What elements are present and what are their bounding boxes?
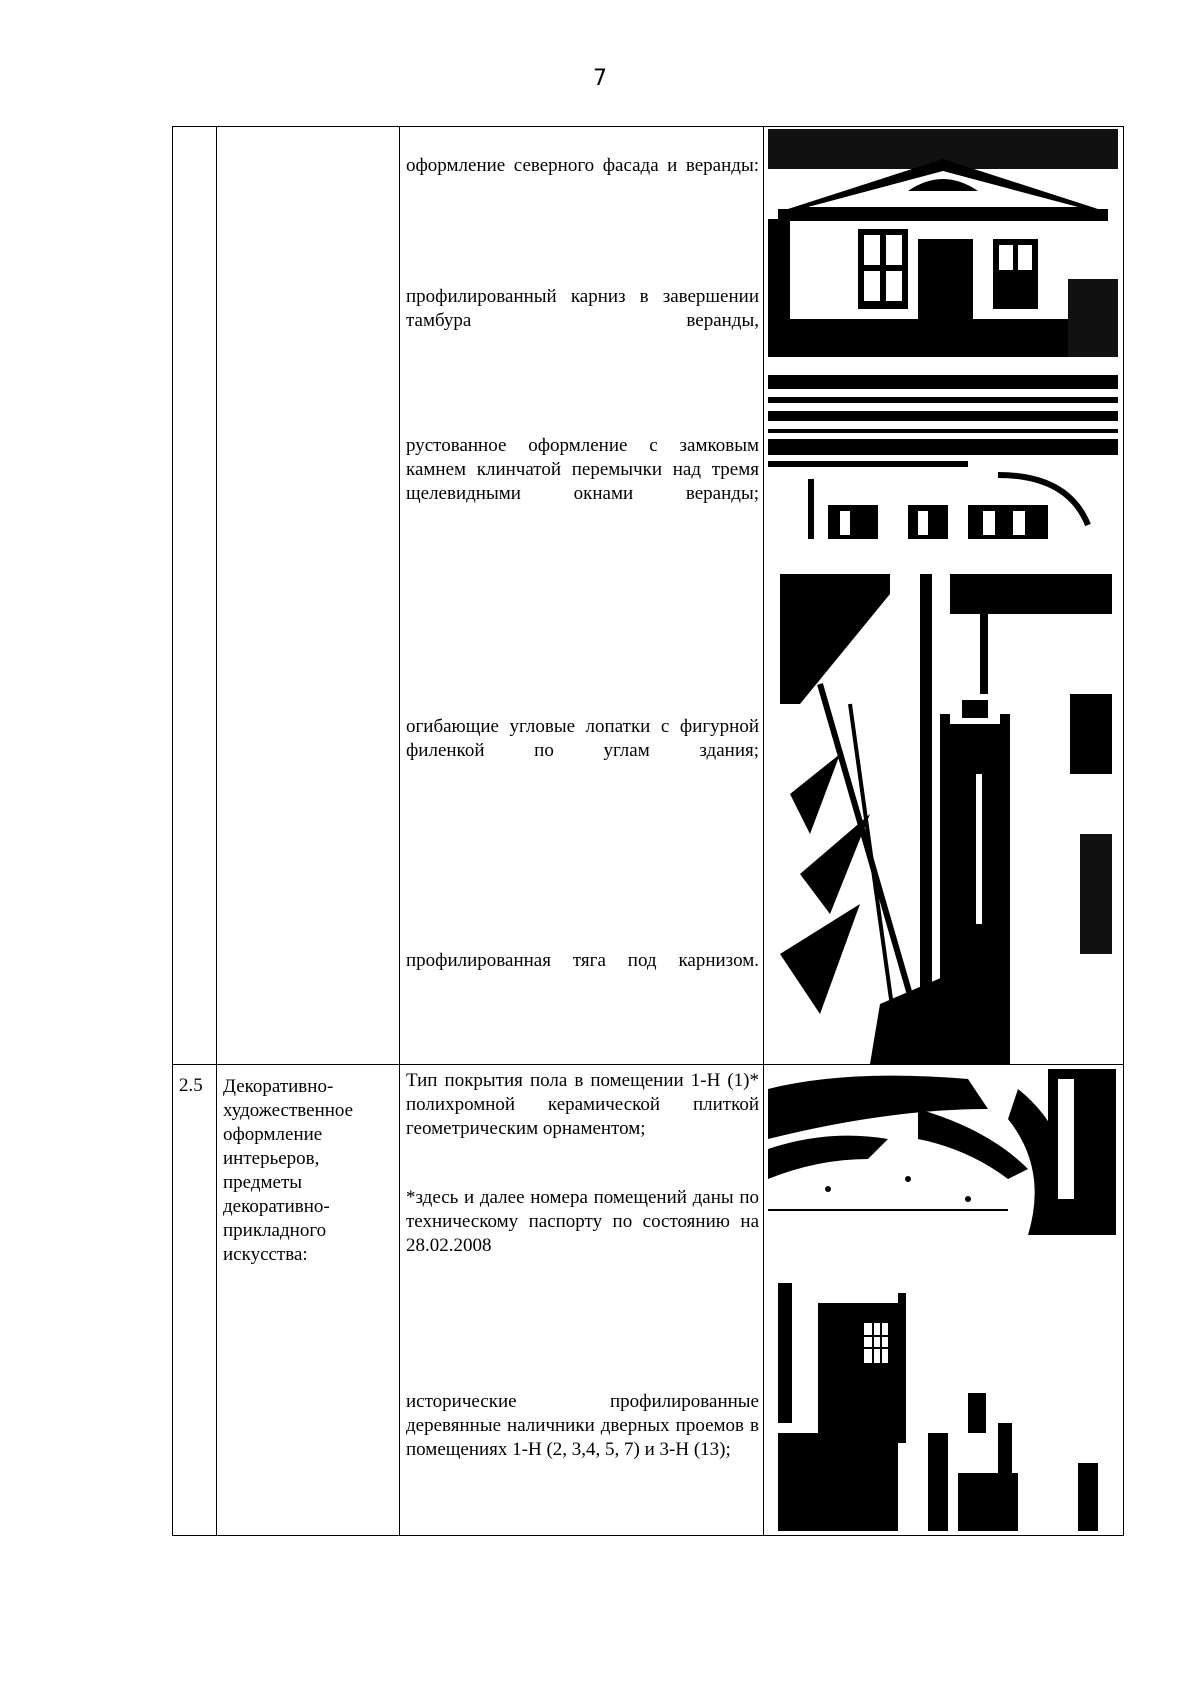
row-name-cell (217, 127, 400, 1065)
row-photo-cell (764, 127, 1124, 1065)
row-description-cell (400, 127, 764, 1065)
heritage-subject-table (172, 126, 1124, 1536)
description-item: профилированный карниз в завершении тамбура веранды, (406, 286, 759, 331)
door-casing-photo (778, 1283, 1098, 1531)
facade-photo (768, 129, 1118, 357)
description-item: *здесь и далее номера помещений даны по техническому паспорту по состоянию на 28.02.2008 (406, 1187, 759, 1256)
description-item: рустованное оформление с замковым камнем клинчатой перемычки над тремя щелевидными окнами веранды; (406, 435, 759, 504)
veranda-windows-photo (768, 375, 1118, 545)
row-photo-cell (764, 1065, 1124, 1536)
table-row (173, 127, 1124, 1065)
table-row (173, 1065, 1124, 1536)
tile-floor-photo (768, 1069, 1116, 1235)
description-item: профилированная тяга под карнизом. (406, 950, 759, 971)
description-item: Тип покрытия пола в помещении 1-Н (1)* полихромной керамической плиткой геометрическим орнаментом; (406, 1070, 759, 1139)
building-corner-photo (780, 574, 1112, 1064)
row-number-cell: 2.5 (173, 1065, 217, 1536)
row-name-cell: Декоративно-художественное оформление интерьеров, предметы декоративно-прикладного искусства: (217, 1065, 400, 1536)
description-item: исторические профилированные деревянные наличники дверных проемов в помещениях 1-Н (2, 3,4, 5, 7) и 3-Н (13); (406, 1391, 759, 1460)
row-description-cell (400, 1065, 764, 1536)
description-item: огибающие угловые лопатки с фигурной филенкой по углам здания; (406, 716, 759, 761)
description-item: оформление северного фасада и веранды: (406, 155, 759, 176)
page-number: 7 (593, 66, 607, 91)
row-number-cell (173, 127, 217, 1065)
